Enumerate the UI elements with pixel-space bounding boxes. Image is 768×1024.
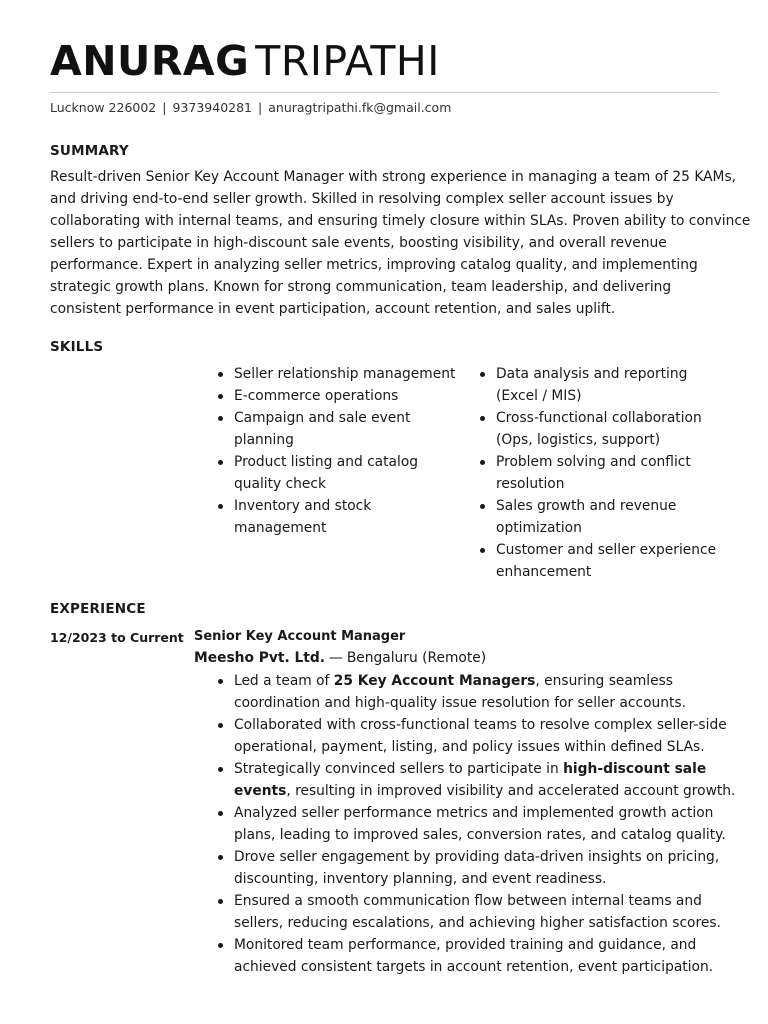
summary-line: Result-driven Senior Key Account Manager with strong experience in managing a team of 25 KAMs,	[50, 169, 737, 185]
summary-line: sellers to participate in high-discount sale events, boosting visibility, and overall revenue	[50, 235, 667, 251]
skill-item: Sales growth and revenue optimization	[478, 495, 738, 539]
bullet-icon	[218, 855, 223, 860]
company-dash: —	[329, 650, 343, 666]
bullet-icon	[480, 504, 485, 509]
contact-separator: |	[258, 100, 263, 115]
company-name: Meesho Pvt. Ltd.	[194, 650, 326, 666]
bullet-icon	[218, 372, 223, 377]
skill-item: Data analysis and reporting (Excel / MIS)	[478, 363, 738, 407]
duty-item: Led a team of 25 Key Account Managers, ensuring seamless coordination and high-quality issue resolution for seller accounts.	[216, 670, 736, 714]
contact-location: Lucknow 226002	[50, 100, 157, 115]
job-location: Bengaluru (Remote)	[346, 650, 487, 666]
bullet-icon	[218, 943, 223, 948]
duty-item: Monitored team performance, provided training and guidance, and achieved consistent targets in account retention, event participation.	[216, 934, 736, 978]
summary-paragraph	[50, 166, 751, 320]
first-name: ANURAG	[50, 37, 250, 85]
contact-phone: 9373940281	[172, 100, 253, 115]
summary-line: strategic growth plans. Known for strong communication, team leadership, and delivering	[50, 279, 672, 295]
skill-item: Inventory and stock management	[216, 495, 466, 539]
bullet-icon	[480, 416, 485, 421]
candidate-name	[50, 36, 440, 86]
job-title: Senior Key Account Manager	[194, 629, 406, 644]
skills-heading: SKILLS	[50, 339, 104, 355]
company-line	[194, 648, 486, 668]
bullet-icon	[218, 460, 223, 465]
bullet-icon	[218, 767, 223, 772]
skill-item: Campaign and sale event planning	[216, 407, 466, 451]
last-name: TRIPATHI	[255, 37, 440, 85]
duty-item: Ensured a smooth communication flow between internal teams and sellers, reducing escalations, and achieving higher satisfaction scores.	[216, 890, 736, 934]
bullet-icon	[218, 723, 223, 728]
contact-line	[50, 100, 451, 116]
skill-item: Seller relationship management	[216, 363, 466, 385]
bullet-icon	[218, 394, 223, 399]
summary-line: and driving end-to-end seller growth. Skilled in resolving complex seller account issues by	[50, 191, 674, 207]
skill-item: Cross-functional collaboration (Ops, logistics, support)	[478, 407, 738, 451]
bullet-icon	[480, 372, 485, 377]
skills-list-right	[478, 363, 738, 583]
job-dates: 12/2023 to Current	[50, 630, 184, 645]
summary-line: collaborating with internal teams, and ensuring timely closure within SLAs. Proven ability to convince	[50, 213, 751, 229]
header-divider	[50, 92, 718, 93]
bullet-icon	[218, 899, 223, 904]
duty-item: Collaborated with cross-functional teams to resolve complex seller-side operational, payment, listing, and policy issues within defined SLAs.	[216, 714, 736, 758]
bullet-icon	[218, 679, 223, 684]
summary-heading: SUMMARY	[50, 143, 129, 159]
summary-line: performance. Expert in analyzing seller metrics, improving catalog quality, and implementing	[50, 257, 698, 273]
bullet-icon	[480, 548, 485, 553]
bullet-icon	[480, 460, 485, 465]
duty-item: Strategically convinced sellers to participate in high-discount sale events, resulting in improved visibility and accelerated account growth.	[216, 758, 736, 802]
skill-item: Product listing and catalog quality check	[216, 451, 466, 495]
duty-item: Analyzed seller performance metrics and implemented growth action plans, leading to improved sales, conversion rates, and catalog quality.	[216, 802, 736, 846]
contact-separator: |	[162, 100, 167, 115]
skill-item: Customer and seller experience enhancement	[478, 539, 738, 583]
job-duties-list	[216, 670, 736, 978]
skills-list-left	[216, 363, 466, 539]
duty-item: Drove seller engagement by providing data-driven insights on pricing, discounting, inventory planning, and event readiness.	[216, 846, 736, 890]
summary-line: consistent performance in event participation, account retention, and sales uplift.	[50, 301, 616, 317]
contact-email: anuragtripathi.fk@gmail.com	[268, 100, 452, 115]
skill-item: Problem solving and conflict resolution	[478, 451, 738, 495]
skill-item: E-commerce operations	[216, 385, 466, 407]
experience-heading: EXPERIENCE	[50, 601, 146, 617]
bullet-icon	[218, 416, 223, 421]
bullet-icon	[218, 811, 223, 816]
bullet-icon	[218, 504, 223, 509]
